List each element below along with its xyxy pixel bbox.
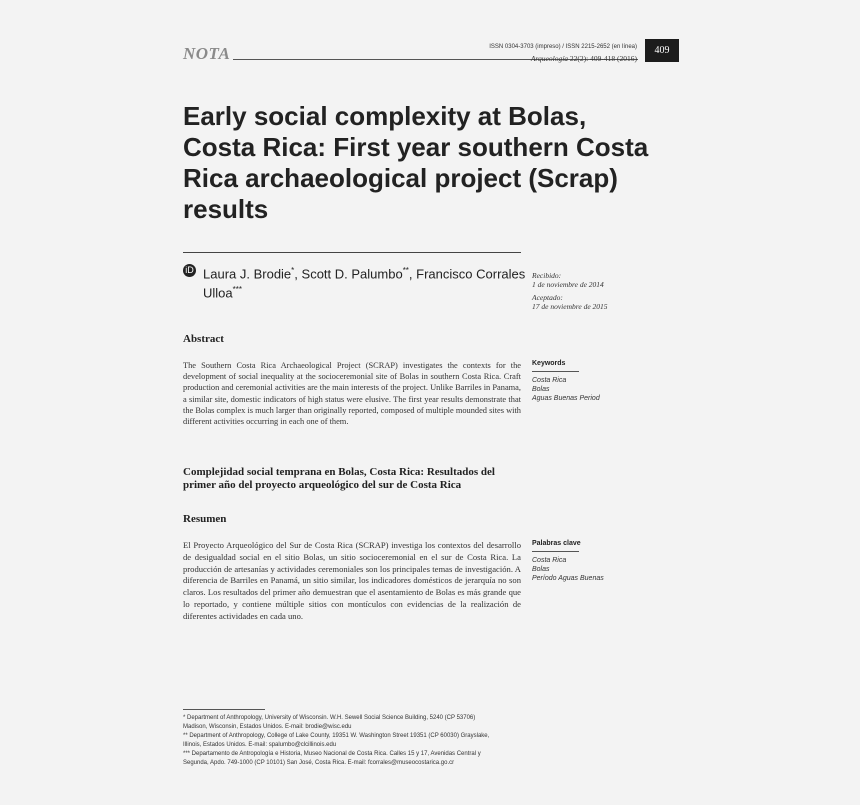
spanish-title: Complejidad social temprana en Bolas, Costa Rica: Resultados del primer año del proyecto arqueológico del sur de Costa Rica <box>183 466 495 491</box>
author-list <box>203 263 533 302</box>
palabras-clave-rule <box>532 551 579 552</box>
palabras-clave-list <box>532 556 604 583</box>
author-3: Francisco Corrales Ulloa <box>203 266 526 301</box>
keyword-item: Costa Rica <box>532 377 567 384</box>
keyword-item: Período Aguas Buenas <box>532 575 604 582</box>
issn-line: ISSN 0304-3703 (impreso) / ISSN 2215-2652 (en línea) <box>489 44 637 50</box>
resumen-heading: Resumen <box>183 513 227 525</box>
section-label: NOTA <box>183 44 231 63</box>
author-separator: , <box>294 266 302 282</box>
volume-pages: 22(2): 409-418 (2016) <box>569 54 637 63</box>
footnote-line: *** Departamento de Antropología e Historia, Museo Nacional de Costa Rica. Calles 15 y 17, Avenidas Central y <box>183 751 481 757</box>
palabras-clave-heading: Palabras clave <box>532 540 581 547</box>
orcid-icon[interactable]: iD <box>183 264 196 277</box>
resumen-text: El Proyecto Arqueológico del Sur de Costa Rica (SCRAP) investiga los contextos del desarrollo de desigualdad social en el sitio Bolas, un sitio socioceremonial en el sur de Costa Rica. La producción de artesanías y actividades ceremoniales son los principales temas de investigación. A diferencia de Barriles en Panamá, un sitio similar, los indicadores domésticos de jerarquía no son claros. Los resultados del primer año demuestran que el asentamiento de Bolas es más grande que lo reportado, y contiene múltiple sitios con montículos con evidencias de la realización de diferentes actividades en cada uno. <box>183 540 521 621</box>
keyword-item: Bolas <box>532 386 550 393</box>
footnotes <box>183 714 523 768</box>
footnote-line: ** Department of Anthropology, College of Lake County, 19351 W. Washington Street 19351 (CP 60030) Grayslake, <box>183 733 490 739</box>
keywords-heading: Keywords <box>532 360 566 367</box>
abstract-heading: Abstract <box>183 333 224 345</box>
footnote-rule <box>183 709 265 710</box>
received-label: Recibido: <box>532 271 562 280</box>
footnote-line: * Department of Anthropology, University of Wisconsin. W.H. Sewell Social Science Building, 5240 (CP 53706) <box>183 715 476 721</box>
keywords-rule <box>532 371 579 372</box>
author-3-mark: *** <box>232 285 242 295</box>
abstract-text: The Southern Costa Rica Archaeological Project (SCRAP) investigates the contexts for the development of social inequality at the socioceremonial site of Bolas in southern Costa Rica. Craft production and ceremonial activities are the main interests of the project. Unlike Barriles in Panama, a similar site, domestic indicators of high status were elusive. The first year results demonstrate that the Bolas complex is much larger than originally reported, composed of multiple mounded sites with different activities occurring in each one of them. <box>183 361 521 427</box>
footnote-line: Segunda, Apdo. 749-1000 (CP 10101) San José, Costa Rica. E-mail: fcorrales@museocostarica.go.cr <box>183 760 455 766</box>
accepted-label: Aceptado: <box>532 293 563 302</box>
article-title: Early social complexity at Bolas, Costa Rica: First year southern Costa Rica archaeological project (Scrap) results <box>183 101 649 224</box>
journal-name: Arqueología <box>530 54 569 63</box>
footnote-line: Madison, Wisconsin, Estados Unidos. E-mail: brodie@wisc.edu <box>183 724 352 730</box>
author-1-mark: * <box>291 266 295 275</box>
keyword-item: Aguas Buenas Period <box>532 395 600 402</box>
author-2-mark: ** <box>402 266 409 275</box>
author-1: Laura J. Brodie <box>203 266 292 282</box>
accepted-date: 17 de noviembre de 2015 <box>532 302 608 311</box>
page-number: 409 <box>645 39 679 62</box>
keyword-item: Bolas <box>532 566 550 573</box>
author-2: Scott D. Palumbo <box>301 266 403 282</box>
journal-citation <box>531 54 637 63</box>
received-date: 1 de noviembre de 2014 <box>532 280 604 289</box>
keyword-item: Costa Rica <box>532 557 567 564</box>
title-rule <box>183 252 521 253</box>
keywords-list <box>532 376 600 403</box>
footnote-line: Illinois, Estados Unidos. E-mail: spalumbo@clcillinois.edu <box>183 742 337 748</box>
author-separator: , <box>408 266 417 282</box>
